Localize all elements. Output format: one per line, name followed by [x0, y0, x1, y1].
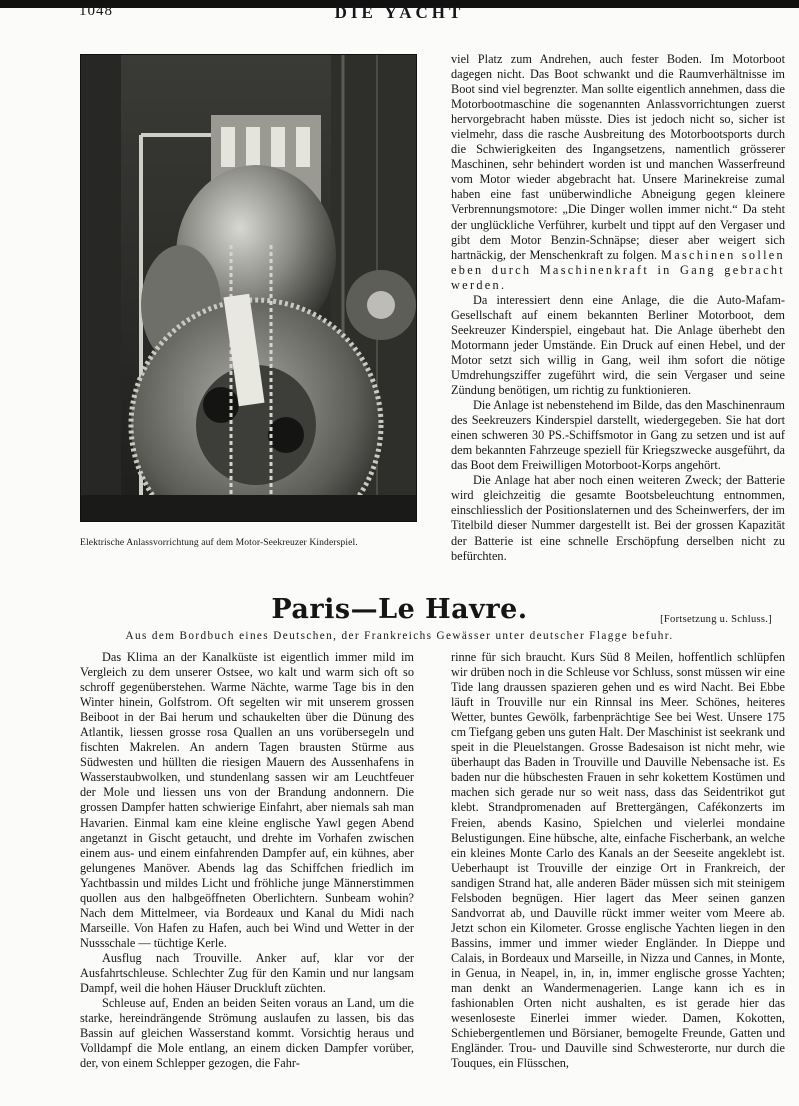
article-left-column — [80, 650, 414, 1071]
paragraph: rinne für sich braucht. Kurs Süd 8 Meilen, hoffentlich schlüpfen wir drüben noch in die Schleuse vor Schluss, sonst müssen wir eine Tide lang draussen spazieren gehen und es wird Nacht. Bei Ebbe läuft in Trouville nur ein Rinnsal ins Meer. Schönes, heiteres Wetter, buntes Gewölk, farbenprächtige See bei West. Unsere 175 cm Tiefgang geben uns guten Halt. Der Maschinist ist seekrank und speit in die Pleuelstangen. Grosse Badesaison ist nicht mehr, wie überhaupt das Baden in Trouville und Dauville Nebensache ist. Es baden nur die hübschesten Frauen in sehr kokettem Kostümen und machen sich gerade nur so weit nass, dass das Seidentrikot gut klebt. Strandpromenaden auf Brettergängen, Cafékonzerts im Freien, abends Kasino, Spielchen und vielerlei mondaine Belustigungen. Eine hübsche, alte, einfache Fischerbank, an welche ein kleines Monte Carlo des Kanals an der Seeseite angeklebt ist. Ueberhaupt ist Trouville der einzige Ort in Frankreich, der sandigen Strand hat, alle anderen Bäder müssen sich mit steinigem Felsboden begnügen. Hier lagert das Meer seinen ganzen Sandvorrat ab, und Dauville rückt immer weiter vom Meere ab. Jetzt schon ein Kilometer. Grosse englische Yachten liegen in den Bassins, immer und immer wieder Engländer. In Dieppe und Calais, in Bordeaux und Marseille, in Nizza und Cannes, in Monte, in Genua, in Neapel, in, in, in, immer englische grosse Yachten; man denkt an Wandermenagerien. Lange kann ich es in fashionablen Orten nicht aushalten, es ist gerade hier das wesenloseste Einerlei immer wieder. Damen, Kokotten, Schiebergentlemen und Börsianer, bemogelte Freunde, Gatten und Engländer. Trou- und Dauville sind Schwesterorte, nur durch die Touques, ein Flüsschen, — [451, 650, 785, 1071]
paragraph: Da interessiert denn eine Anlage, die die Auto-Mafam-Gesellschaft auf einem bekannten Berliner Motorboot, dem Seekreuzer Kinderspiel, eingebaut hat. Die Anlage überhebt den Motormann jeder Umstände. Ein Druck auf einen Hebel, und der Motor setzt sich willig in Gang, weil ihm sofort die nötige Umdrehungsziffer zugeführt wird, die sein Vergaser und seine Zündung benötigen, um richtig zu funktionieren. — [451, 292, 785, 398]
paragraph: Ausflug nach Trouville. Anker auf, klar vor der Ausfahrtschleuse. Schlechter Zug für den Kamin und nur langsam Dampf, weil die hohen Häuser Druckluft züchten. — [80, 950, 414, 996]
paragraph: Die Anlage ist nebenstehend im Bilde, das den Maschinenraum des Seekreuzers Kinderspiel darstellt, wiedergegeben. Sie hat dort einen schweren 30 PS.-Schiffsmotor in Gang zu setzen und ist auf dem bekannten Fahrzeuge speziell für Kriegszwecke ausgeführt, da das Boot dem Freiwilligen Motorboot-Korps angehört. — [451, 398, 785, 473]
paragraph: Das Klima an der Kanalküste ist eigentlich immer mild im Vergleich zu dem unserer Ostsee, wo kalt und warm sich oft so schroff gegenüberstehen. Warme Nächte, warme Tage bis in den Winter hinein, Golfstrom. Oft segelten wir mit unserem grossen Beiboot in der Bai herum und schaukelten über die Dünung des Atlantik, liessen grosse rosa Quallen an uns vorübersegeln und fischten Makrelen. An andern Tagen brausten Stürme aus Südwesten und hüllten die riesigen Mauern des Aussenhafens in Wasserstaubwolken, und stundenlang sassen wir am Leuchtfeuer der Mole und liessen uns von der Brandung andonnern. Die grossen Dampfer hatten schwierige Einfahrt, aber niemals sah man Havarien. Einmal kam eine kleine englische Yawl gegen Abend angetanzt in Gischt getaucht, und drehte im Vorhafen zwischen einem aus- und einem einfahrenden Dampfer auf, ein kühnes, aber gelungenes Manöver. Abends lag das Schiffchen friedlich im Yachtbassin und mildes Licht und fröhliche junge Männerstimmen quollen aus den halbgeöffneten Oberlichtern. Sunbeam wohin? Nach dem Mittelmeer, via Bordeaux und Kanal du Midi nach Marseille. Von Hafen zu Hafen, auch bei Wind und Wetter in der Nussschale — tüchtige Kerle. — [80, 650, 414, 950]
engine-illustration — [81, 55, 416, 521]
continued-note: [Fortsetzung u. Schluss.] — [660, 614, 772, 625]
article-subtitle: Aus dem Bordbuch eines Deutschen, der Frankreichs Gewässer unter deutscher Flagge befuhr. — [125, 630, 674, 642]
paragraph — [451, 52, 785, 293]
figure-caption: Elektrische Anlassvorrichtung auf dem Motor-Seekreuzer Kinderspiel. — [80, 537, 358, 548]
article-title: Paris—Le Havre. — [271, 594, 528, 625]
paragraph: Schleuse auf, Enden an beiden Seiten voraus an Land, um die starke, hereindrängende Strömung auslaufen zu lassen, bis das Bassin auf gleichen Wasserstand kommt. Vorsichtig heraus und Volldampf die Mole entlang, an einem dicken Dampfer vorüber, der, von einem Schlepper gezogen, die Fahr- — [80, 996, 414, 1071]
paragraph-text: viel Platz zum Andrehen, auch fester Boden. Im Motorboot dagegen nicht. Das Boot schwankt und die Raumverhältnisse im Boot sind viel begrenzter. Man sollte eigentlich annehmen, dass die Motorbootmaschine die sogenannten Anlassvorrichtungen zuerst hervorgebracht haben müsste. Dies ist jedoch nicht so, sicher ist vielmehr, dass die rasche Ausbreitung des Motorbootsports durch die Schwierigkeiten des Ingangsetzens, namentlich grösserer Maschinen, sehr behindert worden ist und manchen Wasserfreund vom Motor wieder abgebracht hat. Unsere Marinekreise zumal haben eine fast unüberwindliche Abneigung gegen kleinere Verbrennungsmotore: „Die Dinger wollen immer nicht.“ Da steht der unglückliche Verführer, kurbelt und tippt auf den Vergaser und gibt dem Motor Benzin-Schnäpse; dieser aber weigert sich hartnäckig, der Menschenkraft zu folgen. — [451, 52, 785, 262]
page-number: 1048 — [79, 3, 113, 19]
running-title: DIE YACHT — [334, 3, 465, 22]
engine-photo — [80, 54, 417, 522]
article-right-column — [451, 650, 785, 1071]
emphasis-text: Maschinen sollen eben durch Maschinenkraft in Gang gebracht werden. — [451, 247, 785, 292]
paragraph: Die Anlage hat aber noch einen weiteren Zweck; der Batterie wird gleichzeitig die gesamte Bootsbeleuchtung entnommen, einschliesslich der Positionslaternen und des Scheinwerfers, der im Titelbild dieser Nummer dargestellt ist. Bei der grossen Kapazität der Batterie ist eine schnelle Erschöpfung derselben nicht zu befürchten. — [451, 473, 785, 563]
top-right-column — [451, 52, 785, 564]
